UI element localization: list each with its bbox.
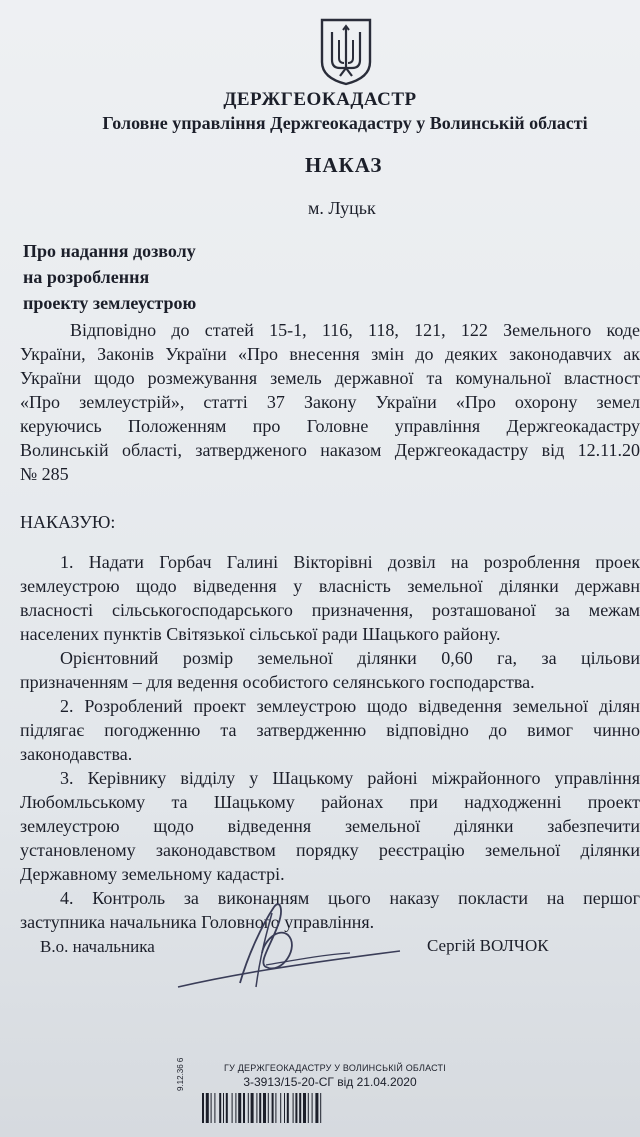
item-line: підлягає погодженню та затвердженню відповідно до вимог чинно: [20, 720, 640, 740]
subject-block: [23, 238, 196, 316]
item-line: 2. Розроблений проект землеустрою щодо відведення земельної ділян: [60, 696, 640, 716]
preamble-line: «Про землеустрій», статті 37 Закону України «Про охорону земел: [20, 392, 640, 412]
city-line: м. Луцьк: [308, 198, 376, 218]
order-word: НАКАЗУЮ:: [20, 512, 116, 532]
department-name: Головне управління Держгеокадастру у Волинській області: [102, 113, 588, 133]
item-line: 4. Контроль за виконанням цього наказу покласти на першог: [60, 888, 640, 908]
document-title: НАКАЗ: [305, 153, 383, 177]
item-line: землеустрою щодо відведення земельної ділянки забезпечити: [20, 816, 640, 836]
coat-of-arms-icon: [320, 18, 372, 86]
item-line: Любомльському та Шацькому районах при надходженні проект: [20, 792, 640, 812]
subject-line: на розроблення: [23, 267, 150, 287]
item-line: власності сільськогосподарського призначення, розташованої за межам: [20, 600, 640, 620]
preamble-line: керуючись Положенням про Головне управління Держгеокадастру: [20, 416, 640, 436]
agency-name: ДЕРЖГЕОКАДАСТР: [223, 89, 417, 110]
preamble-line: України, Законів України «Про внесення змін до деяких законодавчих ак: [20, 344, 640, 364]
item-line: Орієнтовний розмір земельної ділянки 0,60 га, за цільови: [60, 648, 640, 668]
signatory-name: Сергій ВОЛЧОК: [427, 936, 549, 955]
subject-line: Про надання дозволу: [23, 241, 196, 261]
handwritten-signature: [170, 895, 410, 1005]
item-line: 1. Надати Горбач Галині Вікторівні дозвіл на розроблення проек: [60, 552, 640, 572]
item-line: призначенням – для ведення особистого селянського господарства.: [20, 672, 535, 692]
registration-stamp-issuer: ГУ ДЕРЖГЕОКАДАСТРУ У ВОЛИНСЬКІЙ ОБЛАСТІ: [224, 1063, 446, 1073]
item-line: Державному земельному кадастрі.: [20, 864, 285, 884]
registration-number: 3-3913/15-20-СГ від 21.04.2020: [243, 1075, 417, 1089]
subject-line: проекту землеустрою: [23, 293, 197, 313]
item-line: заступника начальника Головного управління.: [20, 912, 375, 932]
item-line: 3. Керівнику відділу у Шацькому районі міжрайонного управління: [60, 768, 640, 788]
stamp-side-code-value: 9.12.36: [176, 1064, 185, 1091]
preamble-line: України щодо розмежування земель державної та комунальної властност: [20, 368, 640, 388]
item-line: землеустрою щодо відведення у власність земельної ділянки державн: [20, 576, 640, 596]
preamble-line: Відповідно до статей 15-1, 116, 118, 121, 122 Земельного коде: [70, 320, 640, 340]
item-line: законодавства.: [20, 744, 133, 764]
preamble-line: № 285: [20, 464, 69, 484]
preamble-line: Волинській області, затвердженого наказом Держгеокадастру від 12.11.20: [20, 440, 640, 460]
barcode: [200, 1093, 410, 1123]
stamp-side-code: [176, 1058, 185, 1091]
signatory-position: В.о. начальника: [40, 937, 155, 956]
stamp-side-digit: 6: [176, 1057, 185, 1063]
item-line: установленому законодавством порядку реєстрацію земельної ділянки: [20, 840, 640, 860]
item-line: населених пунктів Світязької сільської ради Шацького району.: [20, 624, 501, 644]
